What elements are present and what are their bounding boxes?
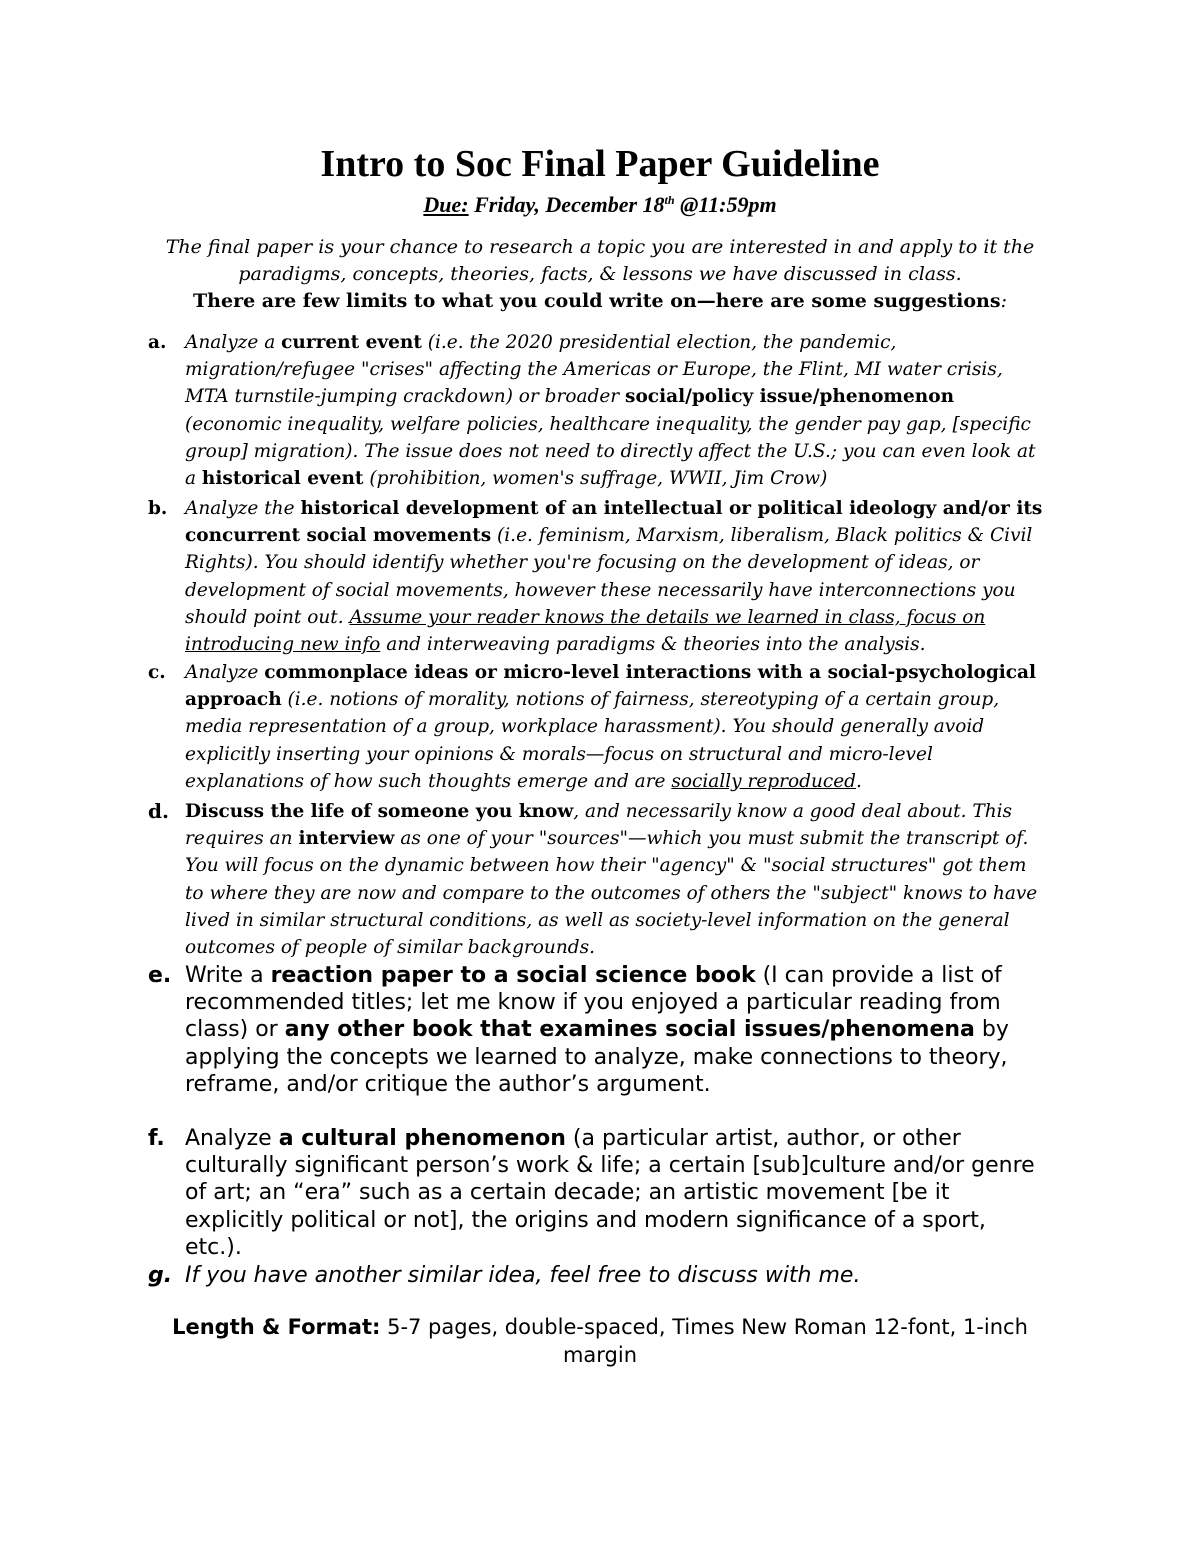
underlined-run: socially reproduced [671, 770, 857, 792]
length-format-text: 5-7 pages, double-spaced, Times New Roman 12-font, 1-inch margin [380, 1315, 1028, 1367]
intro-line-2: paradigms, concepts, theories, facts, & lessons we have discussed in class. [238, 263, 962, 285]
list-marker: g. [148, 1263, 173, 1288]
underlined-run: Assume your reader knows the details we learned in class, focus on introducing new info [185, 606, 986, 656]
bold-run: interview [298, 828, 395, 850]
due-date-line [0, 190, 1200, 220]
intro-colon: : [1000, 290, 1007, 312]
document-title: Intro to Soc Final Paper Guideline [320, 143, 880, 185]
list-item-text [185, 659, 1045, 795]
bold-run: commonplace ideas or micro-level interactions with a social-psychological approach [185, 662, 1037, 711]
due-date-suffix: th [664, 193, 675, 207]
list-marker: c. [148, 662, 166, 683]
text-run: (i.e. the 2020 presidential election, the pandemic, migration/refugee "crises" affecting the Americas or Europe, the Flint, MI water crisis, MTA turnstile-jumping crackdown) or broader [185, 332, 1003, 408]
list-item-text [185, 1125, 1045, 1261]
list-marker: d. [148, 799, 169, 823]
list-marker: e. [148, 963, 172, 988]
list-item-text [185, 329, 1045, 492]
list-marker: b. [148, 498, 168, 519]
text-run: and interweaving paradigms & theories into the analysis. [380, 634, 926, 656]
text-run: as one of your "sources"—which you must submit the transcript of. You will focus on the dynamic between how their "agency" & "social structures" got them to where they are now and compare to the outcomes of others the "subject" knows to have lived in similar structural conditions, as well as society-level information on the general outcomes of people of similar backgrounds. [185, 828, 1038, 959]
list-item-text [185, 495, 1045, 658]
intro-suggestions-text: There are few limits to what you could write on—here are some suggestions [193, 290, 1001, 312]
bold-run: Discuss the life of someone you know [185, 801, 574, 822]
intro-line-1: The final paper is your chance to research a topic you are interested in and apply to it the [165, 236, 1035, 258]
bold-run: historical event [201, 468, 364, 490]
intro-paragraph [150, 234, 1050, 288]
due-time: @11:59pm [680, 192, 777, 217]
list-item-text [185, 962, 1045, 1098]
text-run: (a particular artist, author, or other culturally significant person’s work & life; a certain [sub]culture and/or genre of art; an “era” such as a certain decade; an artistic movement [be it explicitly political or not], the origins and modern significance of a sport, etc.). [185, 1126, 1035, 1260]
bold-run: historical development of an intellectual or political ideology and/or its concurrent social movements [185, 498, 1043, 547]
bold-run: social/policy issue/phenomenon [625, 386, 955, 408]
due-date: Friday, December 18 [474, 192, 665, 217]
list-marker: a. [148, 332, 167, 353]
text-run: Analyze the [185, 498, 301, 519]
due-label: Due: [423, 192, 469, 217]
text-run: by applying the concepts we learned to analyze, make connections to theory, reframe, and/or critique the author’s argument. [185, 1017, 1009, 1097]
list-item-text: If you have another similar idea, feel free to discuss with me. [185, 1263, 861, 1288]
list-item-text [185, 798, 1045, 961]
text-run: Analyze [185, 1126, 279, 1151]
list-marker: f. [148, 1126, 165, 1151]
intro-suggestions-heading [150, 288, 1050, 315]
text-run: Analyze a [185, 332, 282, 353]
length-format-note [140, 1313, 1060, 1369]
text-run: . [856, 770, 862, 792]
text-run: (i.e. feminism, Marxism, liberalism, Black politics & Civil Rights). You should identify whether you're focusing on the development of ideas, or development of social movements, however these necessarily have interconnections you should point out. [185, 525, 1033, 628]
bold-run: a cultural phenomenon [278, 1126, 566, 1151]
length-format-label: Length & Format: [172, 1315, 381, 1339]
text-run: Analyze [185, 662, 265, 683]
text-run: (I can provide a list of recommended titles; let me know if you enjoyed a particular reading from class) or [185, 963, 1002, 1043]
bold-run: reaction paper to a social science book [270, 963, 756, 988]
text-run: , and necessarily know a good deal about. This requires an [185, 801, 1013, 850]
text-run: (economic inequality, welfare policies, healthcare inequality, the gender pay gap, [specific group] migration). The issue does not need to directly affect the U.S.; you can even look at a [185, 413, 1036, 490]
text-run: (i.e. notions of morality, notions of fairness, stereotyping of a certain group, media representation of a group, workplace harassment). You should generally avoid explicitly inserting your opinions & morals—focus on structural and micro-level explanations of how such thoughts emerge and are [185, 689, 1000, 792]
text-run: Write a [185, 963, 271, 988]
bold-run: current event [281, 332, 422, 353]
text-run: (prohibition, women's suffrage, WWII, Jim Crow) [363, 468, 828, 490]
bold-run: any other book that examines social issues/phenomena [284, 1017, 975, 1043]
